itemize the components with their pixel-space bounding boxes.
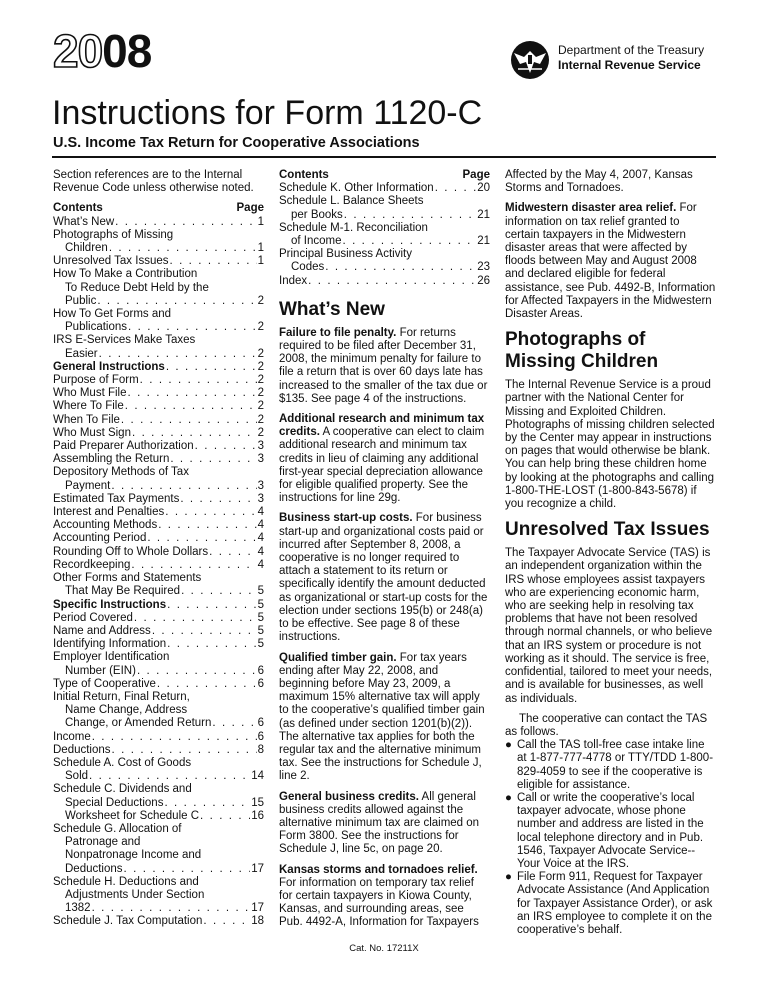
toc-leader-dots: [212, 717, 256, 730]
toc-entry-row: [53, 295, 264, 308]
toc-page-number: 3: [257, 440, 264, 453]
toc-item: [53, 572, 264, 598]
toc-entry-text: per Books: [291, 208, 343, 221]
toc-entry-row: [53, 731, 264, 744]
toc-leader-dots: [152, 625, 257, 638]
toc-entry-row: [53, 625, 264, 638]
toc-entry-text: Initial Return, Final Return,: [53, 690, 190, 703]
toc-leader-dots: [92, 731, 257, 744]
toc-page-label: Page: [236, 202, 264, 215]
toc-leader-dots: [167, 599, 256, 612]
toc-item: [53, 308, 264, 334]
toc-item: [53, 440, 264, 453]
toc-item: [53, 731, 264, 744]
toc-header: [53, 202, 264, 215]
toc-entry-text: IRS E-Services Make Taxes: [53, 334, 196, 347]
bullet-icon: ●: [505, 871, 512, 884]
toc-leader-dots: [131, 559, 256, 572]
toc-page-number: 5: [257, 624, 264, 637]
toc-leader-dots: [167, 638, 256, 651]
toc-entry-text: Assembling the Return: [53, 453, 170, 466]
header-rule: [52, 156, 716, 158]
toc-page-number: 2: [257, 294, 264, 307]
toc-entry-text: Publications: [65, 321, 128, 334]
toc-entry-row: [53, 427, 264, 440]
toc-page-number: 26: [477, 274, 490, 287]
toc-entry-text: Rounding Off to Whole Dollars: [53, 545, 209, 558]
whats-new-item: Qualified timber gain. For tax years ending after May 22, 2008, and beginning before May 23, 2009, a maximum 15% alternative tax will apply to the cooperative’s qualified timber gain (as defined under section 1201(b)(2)). The alternative tax applies for both the regular tax and the alternative minimum tax. See the instructions for Schedule J, line 2.: [279, 651, 485, 783]
toc-entry-row: [53, 665, 264, 678]
toc-entry-row: [53, 348, 264, 361]
toc-leader-dots: [343, 235, 477, 248]
toc-leader-dots: [157, 678, 257, 691]
toc-leader-dots: [99, 348, 257, 361]
toc-leader-dots: [97, 295, 256, 308]
toc-leader-dots: [140, 374, 257, 387]
toc-page-number: 2: [257, 360, 264, 373]
toc-entry-row: [53, 797, 264, 810]
toc-entry-text: Paid Preparer Authorization: [53, 440, 194, 453]
toc-leader-dots: [181, 585, 257, 598]
toc-entry-text: When To File: [53, 413, 120, 426]
toc-page-number: 4: [257, 506, 264, 519]
toc-item: [53, 506, 264, 519]
column-3: [505, 169, 717, 937]
toc-leader-dots: [132, 427, 257, 440]
tax-year: [53, 26, 151, 76]
toc-item: [279, 248, 490, 274]
agency-name: Internal Revenue Service: [558, 58, 701, 72]
toc-page-number: 23: [477, 261, 490, 274]
toc-leader-dots: [121, 414, 257, 427]
toc-item: [279, 222, 490, 248]
toc-entry-text: Period Covered: [53, 611, 133, 624]
toc-leader-dots: [112, 744, 257, 757]
toc-page-number: 3: [257, 479, 264, 492]
toc-page-number: 1: [257, 255, 264, 268]
toc-entry-text: Schedule C. Dividends and: [53, 783, 192, 796]
toc-entry-text: Schedule G. Allocation of: [53, 822, 182, 835]
whats-new-item: Failure to file penalty. For returns required to be filed after December 31, 2008, the minimum penalty for failure to file a return that is over 60 days late has increased to the smaller of the tax due or $135. See page 4 of the instructions.: [279, 326, 488, 405]
toc-entry-row: [53, 717, 264, 730]
toc-entry-text: Who Must File: [53, 387, 127, 400]
toc-page-number: 17: [251, 862, 264, 875]
toc-entry-text: Purpose of Form: [53, 374, 139, 387]
toc-entry-text: Interest and Penalties: [53, 506, 165, 519]
toc-item: [53, 638, 264, 651]
toc-entry-text: That May Be Required: [65, 585, 181, 598]
toc-entry-row: [53, 612, 264, 625]
toc-leader-dots: [166, 361, 257, 374]
toc-page-number: 15: [251, 796, 264, 809]
toc-page-number: 6: [257, 717, 264, 730]
toc-heading: Contents: [279, 169, 329, 181]
toc-entry-text: Schedule M-1. Reconciliation: [279, 221, 428, 234]
toc-leader-dots: [164, 797, 250, 810]
column-2: [279, 169, 490, 937]
toc-entry-text: 1382: [65, 902, 91, 915]
toc-item: [53, 216, 264, 229]
toc-entry-text: Schedule H. Deductions and: [53, 875, 199, 888]
year-solid-digits: 08: [102, 25, 152, 77]
year-outline-digits: 20: [53, 25, 103, 77]
toc-item: [53, 559, 264, 572]
toc-entry-text: Principal Business Activity: [279, 248, 412, 261]
toc-page-number: 2: [257, 413, 264, 426]
toc-page-number: 2: [257, 426, 264, 439]
toc-entry-row: [53, 255, 264, 268]
toc-entry-text: Photographs of Missing: [53, 228, 174, 241]
toc-page-number: 5: [257, 598, 264, 611]
toc-leader-dots: [137, 665, 257, 678]
toc-entry-text: Employer Identification: [53, 651, 170, 664]
toc-entry-text: Patronage and: [65, 836, 141, 849]
toc-entry-row: [53, 678, 264, 691]
toc-page-number: 6: [257, 730, 264, 743]
toc-leader-dots: [158, 519, 256, 532]
toc-leader-dots: [128, 321, 257, 334]
toc-page-number: 8: [257, 743, 264, 756]
toc-leader-dots: [92, 902, 251, 915]
toc-entry-text: Public: [65, 294, 97, 307]
toc-entry-text: Payment: [65, 479, 111, 492]
toc-page-number: 4: [257, 532, 264, 545]
toc-leader-dots: [134, 612, 257, 625]
toc-entry-row: [53, 915, 264, 928]
toc-entry-row: [53, 400, 264, 413]
toc-entry-row: [279, 261, 490, 274]
toc-entry-text: Income: [53, 730, 91, 743]
toc-entry-row: [53, 453, 264, 466]
toc-entry-text: Depository Methods of Tax: [53, 466, 189, 479]
toc-list: [53, 216, 264, 929]
toc-entry-text: Change, or Amended Return: [65, 717, 212, 730]
toc-page-number: 4: [257, 519, 264, 532]
toc-leader-dots: [125, 400, 257, 413]
toc-item: [53, 612, 264, 625]
toc-page-number: 4: [257, 545, 264, 558]
toc-item: [53, 255, 264, 268]
unresolved-heading: Unresolved Tax Issues: [505, 519, 710, 541]
toc-entry-row: [53, 321, 264, 334]
toc-entry-text: General Instructions: [53, 360, 165, 373]
toc-entry-row: [53, 242, 264, 255]
toc-entry-text: How To Get Forms and: [53, 308, 172, 321]
toc-entry-row: [279, 235, 490, 248]
toc-entry-text: Identifying Information: [53, 638, 167, 651]
toc-entry-row: [53, 440, 264, 453]
photos-heading: Photographs of Missing Children: [505, 329, 659, 373]
toc-page-number: 6: [257, 664, 264, 677]
toc-page-number: 1: [257, 242, 264, 255]
toc-page-number: 2: [257, 400, 264, 413]
toc-item: [279, 182, 490, 195]
toc-entry-text: To Reduce Debt Held by the: [65, 281, 209, 294]
toc-entry-text: Index: [279, 274, 308, 287]
toc-entry-row: [53, 585, 264, 598]
toc-item: [53, 876, 264, 916]
toc-entry-text: Number (EIN): [65, 664, 136, 677]
toc-item: [53, 268, 264, 308]
toc-entry-text: Other Forms and Statements: [53, 572, 202, 585]
toc-item: [53, 810, 264, 823]
toc-entry-text: Worksheet for Schedule C: [65, 809, 200, 822]
toc-leader-dots: [180, 493, 256, 506]
toc-entry-text: Schedule K. Other Information: [279, 182, 434, 195]
toc-heading: Contents: [53, 202, 103, 215]
toc-page-number: 5: [257, 585, 264, 598]
toc-entry-text: Who Must Sign: [53, 426, 131, 439]
toc-item: [53, 915, 264, 928]
toc-entry-text: What’s New: [53, 215, 115, 228]
toc-entry-row: [279, 182, 490, 195]
midwest-relief: Midwestern disaster area relief. For information on tax relief granted to certain taxpayers in the Midwestern disaster areas that were affected by floods between May and August 2008 and declared eligible for federal assistance, see Pub. 4492-B, Information for Affected Taxpayers in the Midwestern Disaster Areas.: [505, 202, 716, 321]
toc-page-number: 3: [257, 453, 264, 466]
toc-entry-row: [53, 387, 264, 400]
whats-new-item: General business credits. All general business credits allowed against the alternative minimum tax are claimed on Form 3800. See the instructions for Schedule J, line 5c, on page 20.: [279, 790, 480, 856]
toc-entry-text: Schedule J. Tax Computation: [53, 915, 203, 928]
toc-entry-text: Name Change, Address: [65, 704, 188, 717]
toc-page-number: 2: [257, 387, 264, 400]
toc-item: [53, 493, 264, 506]
toc-leader-dots: [165, 506, 256, 519]
toc-item: [53, 757, 264, 783]
toc-leader-dots: [170, 453, 256, 466]
photos-text: The Internal Revenue Service is a proud partner with the National Center for Missing and Exploited Children. Photographs of missing children selected by the Center may appear in instructions on pages that would otherwise be blank. You can help bring these children home by looking at the photographs and calling 1-800-THE-LOST (1-800-843-5678) if you recognize a child.: [505, 379, 715, 511]
irs-eagle-logo-icon: [510, 40, 550, 80]
toc-leader-dots: [169, 255, 256, 268]
toc-entry-text: Schedule L. Balance Sheets: [279, 195, 424, 208]
toc-entry-row: [53, 480, 264, 493]
toc-entry-row: [53, 216, 264, 229]
toc-entry-text: of Income: [291, 235, 342, 248]
toc-leader-dots: [109, 242, 257, 255]
toc-item: [53, 546, 264, 559]
toc-page-number: 17: [251, 902, 264, 915]
toc-page-number: 16: [251, 809, 264, 822]
agency-block: [510, 40, 740, 80]
toc-leader-dots: [124, 863, 251, 876]
unresolved-text: The Taxpayer Advocate Service (TAS) is an independent organization within the IRS whose employees assist taxpayers who are experiencing economic harm, who are seeking help in resolving tax problems that have not been resolved through normal channels, or who believe that an IRS system or procedure is not working as it should. The service is free, confidential, tailored to meet your needs, and is available for businesses, as well as individuals.: [505, 547, 713, 705]
toc-entry-row: [53, 519, 264, 532]
toc-page-number: 2: [257, 347, 264, 360]
toc-entry-text: Schedule A. Cost of Goods: [53, 756, 192, 769]
toc-item: [279, 275, 490, 288]
toc-entry-row: [53, 744, 264, 757]
contact-bullet: ● Call or write the cooperative’s local taxpayer advocate, whose phone number and address are listed in the local telephone directory and in Pub. 1546, Taxpayer Advocate Service--Your Voice at the IRS.: [505, 791, 704, 870]
toc-entry-row: [279, 275, 490, 288]
toc-item: [53, 466, 264, 492]
toc-entry-row: [53, 414, 264, 427]
toc-entry-text: Specific Instructions: [53, 598, 167, 611]
page-title: Instructions for Form 1120-C: [52, 94, 483, 132]
toc-entry-row: [53, 546, 264, 559]
toc-page-number: 4: [257, 558, 264, 571]
bullet-icon: ●: [505, 739, 512, 752]
toc-entry-text: Where To File: [53, 400, 124, 413]
toc-page-number: 21: [477, 235, 490, 248]
toc-entry-text: Unresolved Tax Issues: [53, 255, 169, 268]
toc-entry-row: [279, 209, 490, 222]
continued-text: Affected by the May 4, 2007, Kansas Storms and Tornadoes.: [505, 169, 693, 195]
whats-new-item: Kansas storms and tornadoes relief. For information on temporary tax relief for certain taxpayers in Kiowa County, Kansas, and surrounding areas, see Pub. 4492-A, Information for Taxpayers: [279, 863, 479, 929]
toc-entry-row: [53, 559, 264, 572]
catalog-number: Cat. No. 17211X: [349, 943, 419, 954]
toc-entry-text: Accounting Period: [53, 532, 147, 545]
toc-page-number: 6: [257, 677, 264, 690]
intro-text: Section references are to the Internal Revenue Code unless otherwise noted.: [53, 169, 254, 195]
toc-page-number: 18: [251, 915, 264, 928]
toc-page-number: 3: [257, 492, 264, 505]
toc-item: [53, 400, 264, 413]
toc-item: [53, 651, 264, 677]
toc-leader-dots: [111, 480, 256, 493]
toc-page-number: 1: [257, 215, 264, 228]
toc-entry-text: Nonpatronage Income and: [65, 849, 202, 862]
toc-entry-text: Easier: [65, 347, 98, 360]
toc-item: [53, 414, 264, 427]
toc-entry-row: [53, 599, 264, 612]
toc-leader-dots: [89, 770, 250, 783]
toc-item: [53, 387, 264, 400]
toc-item: [53, 678, 264, 691]
toc-leader-dots: [200, 810, 250, 823]
toc-page-number: 14: [251, 770, 264, 783]
toc-entry-row: [53, 506, 264, 519]
toc-entry-text: Children: [65, 242, 108, 255]
toc-item: [53, 453, 264, 466]
department-name: Department of the Treasury: [558, 43, 705, 57]
toc-entry-text: Sold: [65, 770, 89, 783]
toc-item: [53, 361, 264, 374]
toc-entry-row: [53, 902, 264, 915]
toc-page-number: 21: [477, 208, 490, 221]
toc-item: [53, 229, 264, 255]
whats-new-heading: What’s New: [279, 298, 385, 320]
toc-item: [53, 691, 264, 731]
toc-item: [53, 519, 264, 532]
toc-entry-row: [53, 638, 264, 651]
toc-entry-row: [53, 770, 264, 783]
toc-entry-row: [53, 810, 264, 823]
toc-page-number: 2: [257, 321, 264, 334]
toc-entry-text: How To Make a Contribution: [53, 268, 198, 281]
whats-new-item: Additional research and minimum tax credits. A cooperative can elect to claim additional research and minimum tax credits in lieu of claiming any additional first-year special depreciation allowance for eligible qualified property. See the instructions for line 29g.: [279, 413, 485, 505]
toc-leader-dots: [344, 209, 476, 222]
toc-leader-dots: [203, 915, 250, 928]
toc-entry-text: Name and Address: [53, 624, 151, 637]
toc-page-number: 20: [477, 182, 490, 195]
toc-page-label: Page: [462, 169, 490, 181]
toc-item: [279, 195, 490, 221]
toc-leader-dots: [435, 182, 477, 195]
toc-leader-dots: [325, 261, 476, 274]
toc-entry-text: Accounting Methods: [53, 519, 158, 532]
toc-item: [53, 823, 264, 876]
whats-new-item: Business start-up costs. For business start-up and organizational costs paid or incurred after September 8, 2008, a cooperative is no longer required to attach a statement to its return or specifically identify the amount deducted as organizational or start-up costs for the election under sections 195(b) or 248(a) to be effective. See page 8 of these instructions.: [279, 512, 488, 644]
toc-entry-row: [53, 863, 264, 876]
toc-leader-dots: [308, 275, 476, 288]
toc-entry-text: Recordkeeping: [53, 558, 131, 571]
contact-bullet: ● Call the TAS toll-free case intake line at 1-877-777-4778 or TTY/TDD 1-800-829-4059 to see if the cooperative is eligible for assistance.: [505, 739, 714, 791]
toc-item: [53, 532, 264, 545]
toc-entry-text: Estimated Tax Payments: [53, 492, 180, 505]
toc-leader-dots: [147, 532, 256, 545]
toc-entry-text: Adjustments Under Section: [65, 888, 205, 901]
toc-item: [53, 599, 264, 612]
toc-entry-text: Deductions: [53, 743, 111, 756]
page-subtitle: U.S. Income Tax Return for Cooperative Associations: [53, 135, 420, 151]
toc-header: [279, 169, 490, 182]
toc-entry-text: Codes: [291, 261, 325, 274]
toc-entry-text: Special Deductions: [65, 796, 164, 809]
column-1: [53, 169, 264, 929]
toc-leader-dots: [195, 440, 257, 453]
contact-bullet: ● File Form 911, Request for Taxpayer Advocate Assistance (And Application for Taxpayer Assistance Order), or ask an IRS employee to complete it on the cooperative’s behalf.: [505, 871, 713, 936]
toc-page-number: 5: [257, 611, 264, 624]
toc-entry-row: [53, 374, 264, 387]
toc-item: [53, 625, 264, 638]
toc-item: [53, 783, 264, 809]
toc-entry-row: [53, 361, 264, 374]
toc-leader-dots: [128, 387, 257, 400]
toc-entry-row: [53, 532, 264, 545]
toc-page-number: 5: [257, 638, 264, 651]
bullet-icon: ●: [505, 791, 512, 804]
toc-item: [53, 334, 264, 360]
toc-item: [53, 427, 264, 440]
toc-entry-text: Type of Cooperative: [53, 677, 156, 690]
toc-entry-text: Deductions: [65, 862, 123, 875]
toc-page-number: 2: [257, 374, 264, 387]
toc-entry-row: [53, 493, 264, 506]
toc-item: [53, 744, 264, 757]
toc-leader-dots: [209, 546, 256, 559]
toc-list: [279, 182, 490, 288]
toc-item: [53, 374, 264, 387]
toc-leader-dots: [115, 216, 256, 229]
contact-text: The cooperative can contact the TAS as follows.: [505, 712, 708, 738]
